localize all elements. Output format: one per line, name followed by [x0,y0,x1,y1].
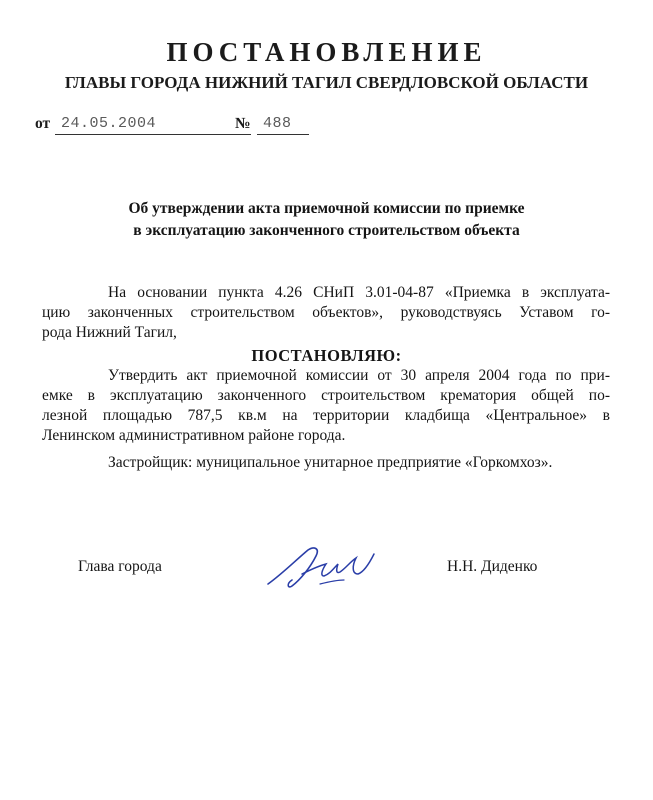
number-prefix: № [235,115,251,132]
body-line: Ленинском административном районе города. [42,427,346,444]
developer-line: Застройщик: муниципальное унитарное предприятие «Горкомхоз». [108,454,553,471]
number-value: 488 [263,115,292,132]
signer-name: Н.Н. Диденко [447,558,538,575]
body-line: лезной площадью 787,5 кв.м на территории кладбища «Центральное» в [42,407,610,424]
body-line: цию законченных строительством объектов», руководствуясь Уставом го- [42,304,610,321]
heading-line: в эксплуатацию законченного строительством объекта [133,222,520,239]
date-underline [55,134,251,135]
document-heading [0,198,653,242]
decree-word: ПОСТАНОВЛЯЮ: [251,346,402,365]
body-line: рода Нижний Тагил, [42,324,177,341]
heading-line: Об утверждении акта приемочной комиссии по приемке [128,200,525,217]
date-value: 24.05.2004 [61,115,157,132]
document-subtitle: ГЛАВЫ ГОРОДА НИЖНИЙ ТАГИЛ СВЕРДЛОВСКОЙ ОБЛАСТИ [64,73,589,92]
body-line: Утвердить акт приемочной комиссии от 30 апреля 2004 года по при- [108,367,610,384]
date-prefix: от [35,115,51,132]
number-underline [257,134,309,135]
body-line: емке в эксплуатацию законченного строительством крематория общей по- [42,387,610,404]
signer-title: Глава города [78,558,162,575]
handwritten-signature [262,540,392,600]
body-line: На основании пункта 4.26 СНиП 3.01-04-87 «Приемка в эксплуата- [108,284,610,301]
document-title: ПОСТАНОВЛЕНИЕ [166,37,487,67]
